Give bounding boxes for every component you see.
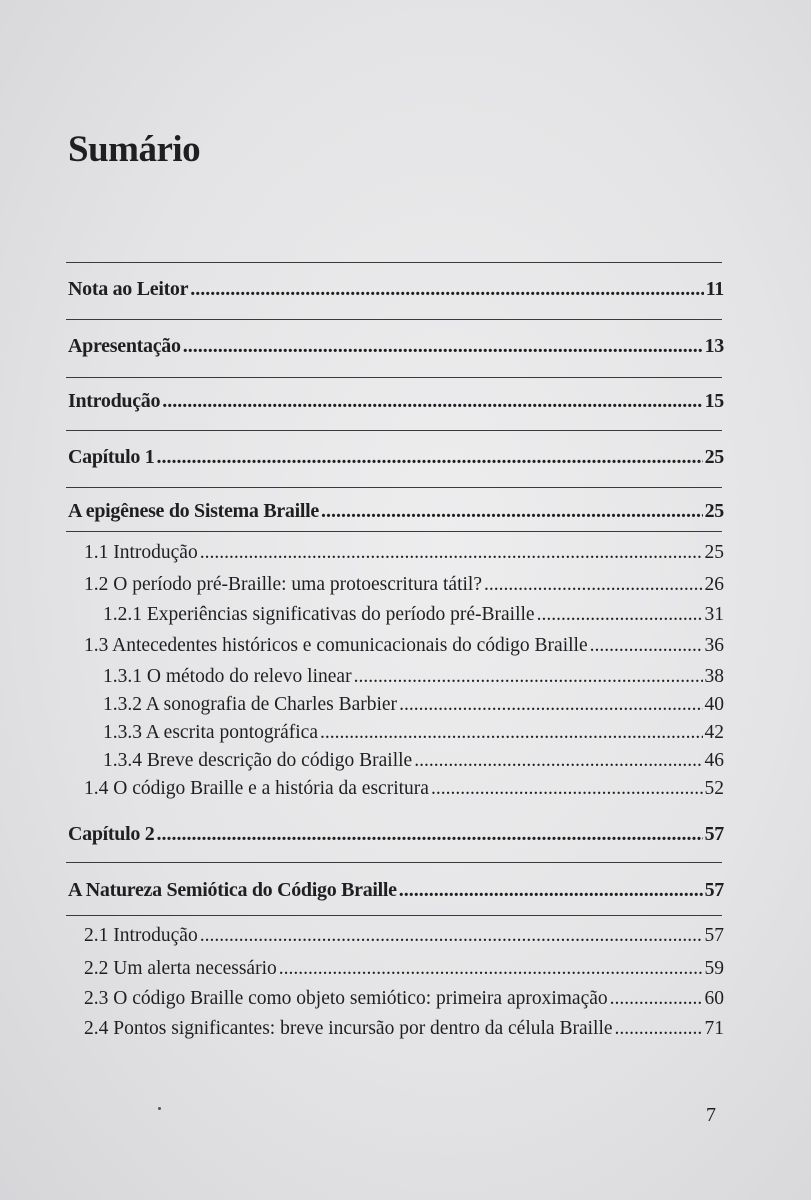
toc-entry-page: 71	[704, 1018, 724, 1039]
toc-entry-page: 25	[704, 500, 724, 522]
dot-leader	[414, 750, 702, 772]
dot-leader	[320, 722, 703, 744]
toc-entry[interactable]	[103, 694, 724, 716]
divider	[66, 377, 722, 378]
toc-entry-label: 1.1 Introdução	[84, 542, 198, 563]
toc-entry[interactable]	[84, 925, 724, 947]
toc-entry-label: 2.3 O código Braille como objeto semiótico: primeira aproximação	[84, 988, 608, 1009]
toc-entry-page: 57	[704, 879, 724, 901]
dot-leader	[399, 694, 702, 716]
dot-leader	[200, 542, 703, 564]
toc-entry-page: 38	[704, 666, 724, 687]
paper-speck	[158, 1107, 161, 1110]
dot-leader	[156, 446, 702, 469]
toc-entry-page: 57	[704, 823, 724, 845]
toc-entry-page: 25	[704, 446, 724, 468]
toc-entry-label: Capítulo 1	[68, 446, 155, 468]
toc-entry-label: 1.3.1 O método do relevo linear	[103, 666, 352, 687]
toc-entry[interactable]	[68, 335, 724, 358]
toc-entry[interactable]	[103, 666, 724, 688]
toc-entry[interactable]	[68, 390, 724, 413]
toc-entry-label: 1.2 O período pré-Braille: uma protoescritura tátil?	[84, 574, 482, 595]
divider	[66, 531, 722, 532]
toc-entry-label: 1.3.4 Breve descrição do código Braille	[103, 750, 413, 771]
dot-leader	[484, 574, 703, 596]
toc-entry-label: Capítulo 2	[68, 823, 155, 845]
dot-leader	[615, 1018, 703, 1040]
toc-entry-label: Introdução	[68, 390, 161, 412]
divider	[66, 915, 722, 916]
toc-entry-label: 1.4 O código Braille e a história da escritura	[84, 778, 429, 799]
page-title: Sumário	[68, 129, 201, 170]
toc-entry[interactable]	[84, 1018, 724, 1040]
toc-entry-label: 2.2 Um alerta necessário	[84, 958, 277, 979]
dot-leader	[279, 958, 703, 980]
toc-entry-label: Apresentação	[68, 335, 181, 357]
toc-entry-page: 36	[704, 635, 724, 656]
toc-entry-page: 31	[704, 604, 724, 625]
toc-entry-page: 26	[704, 574, 724, 595]
toc-entry-label: 1.2.1 Experiências significativas do período pré-Braille	[103, 604, 535, 625]
toc-entry[interactable]	[84, 542, 724, 564]
toc-entry[interactable]	[68, 278, 724, 301]
dot-leader	[537, 604, 703, 626]
toc-entry-label: 1.3 Antecedentes históricos e comunicacionais do código Braille	[84, 635, 588, 656]
toc-entry-page: 42	[704, 722, 724, 743]
toc-entry[interactable]	[68, 446, 724, 469]
toc-entry-page: 25	[704, 542, 724, 563]
dot-leader	[354, 666, 703, 688]
dot-leader	[610, 988, 703, 1010]
toc-entry-page: 57	[704, 925, 724, 946]
toc-entry[interactable]	[84, 988, 724, 1010]
dot-leader	[431, 778, 703, 800]
toc-entry[interactable]	[68, 823, 724, 846]
toc-entry-page: 11	[705, 278, 724, 300]
toc-entry[interactable]	[103, 722, 724, 744]
toc-entry-page: 46	[704, 750, 724, 771]
toc-entry-page: 15	[704, 390, 724, 412]
toc-entry-page: 59	[704, 958, 724, 979]
toc-entry-label: A epigênese do Sistema Braille	[68, 500, 319, 522]
toc-entry-label: 2.4 Pontos significantes: breve incursão por dentro da célula Braille	[84, 1018, 613, 1039]
toc-entry[interactable]	[103, 604, 724, 626]
divider	[66, 319, 722, 320]
dot-leader	[190, 278, 703, 301]
toc-entry[interactable]	[68, 500, 724, 523]
toc-entry-page: 13	[704, 335, 724, 357]
toc-entry-label: 1.3.2 A sonografia de Charles Barbier	[103, 694, 398, 715]
divider	[66, 487, 722, 488]
dot-leader	[321, 500, 703, 523]
divider	[66, 862, 722, 863]
toc-entry-page: 52	[704, 778, 724, 799]
dot-leader	[200, 925, 703, 947]
page-number: 7	[706, 1104, 716, 1126]
divider	[66, 430, 722, 431]
toc-entry[interactable]	[84, 778, 724, 800]
dot-leader	[156, 823, 702, 846]
dot-leader	[399, 879, 703, 902]
dot-leader	[590, 635, 703, 657]
toc-entry-label: 1.3.3 A escrita pontográfica	[103, 722, 318, 743]
toc-entry[interactable]	[68, 879, 724, 902]
toc-entry-page: 60	[704, 988, 724, 1009]
toc-entry-page: 40	[704, 694, 724, 715]
toc-entry-label: A Natureza Semiótica do Código Braille	[68, 879, 397, 901]
toc-entry[interactable]	[103, 750, 724, 772]
toc-entry[interactable]	[84, 958, 724, 980]
dot-leader	[183, 335, 703, 358]
toc-entry[interactable]	[84, 574, 724, 596]
toc-entry-label: 2.1 Introdução	[84, 925, 198, 946]
divider	[66, 262, 722, 263]
dot-leader	[162, 390, 702, 413]
toc-entry[interactable]	[84, 635, 724, 657]
toc-entry-label: Nota ao Leitor	[68, 278, 189, 300]
